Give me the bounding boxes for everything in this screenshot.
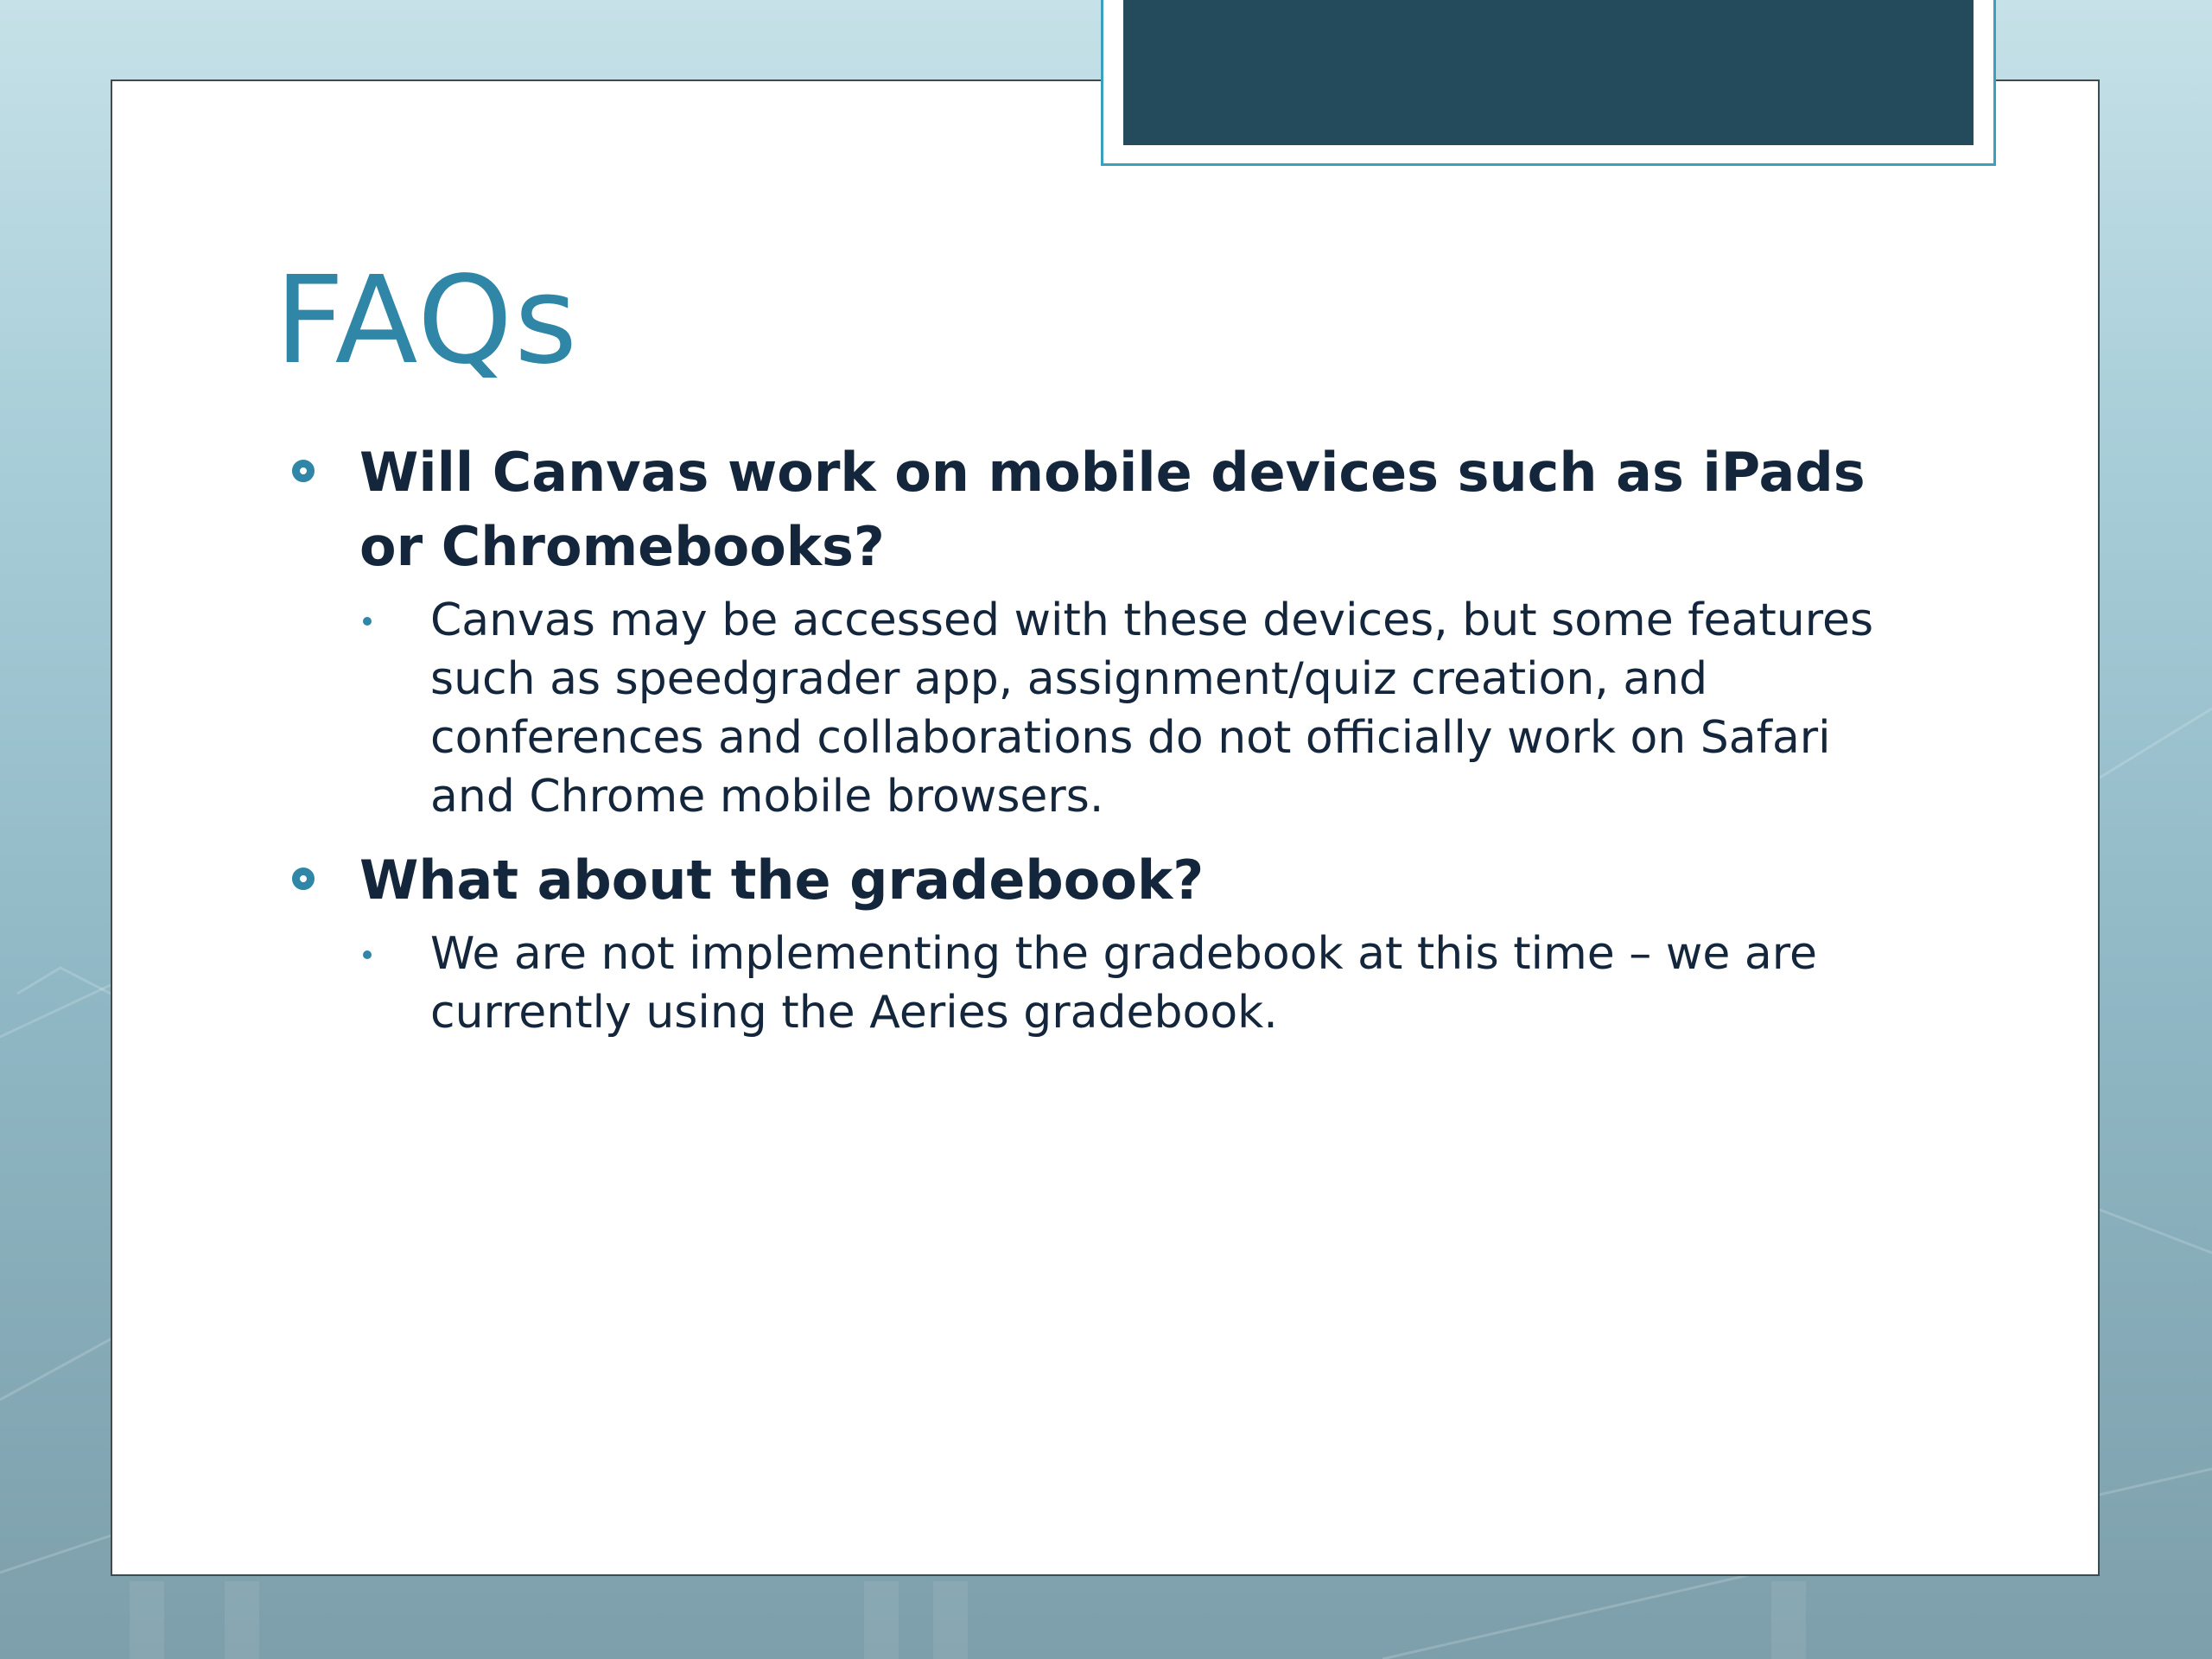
faq-answer-text: We are not implementing the gradebook at this time – we are currently using the Aeries gradebook. [430, 928, 1817, 1039]
header-accent-box [1123, 0, 1974, 145]
faq-question-2 [285, 843, 1892, 918]
circle-bullet-icon [292, 460, 315, 482]
circle-bullet-icon [292, 868, 315, 890]
faq-answer-text: Canvas may be accessed with these devices, but some features such as speedgrader app, assignment/quiz creation, and conferences and collaborations do not officially work on Safari and Chrome mobile browsers. [430, 594, 1874, 823]
faq-list [285, 435, 1892, 1042]
faq-answer-1 [285, 591, 1892, 826]
faq-answer-2 [285, 925, 1892, 1042]
faq-question-1 [285, 435, 1892, 584]
slide-title: FAQs [275, 251, 580, 391]
dot-bullet-icon [363, 950, 372, 959]
faq-question-text: Will Canvas work on mobile devices such as iPads or Chromebooks? [359, 441, 1866, 578]
faq-question-text: What about the gradebook? [359, 849, 1205, 912]
dot-bullet-icon [363, 617, 372, 626]
